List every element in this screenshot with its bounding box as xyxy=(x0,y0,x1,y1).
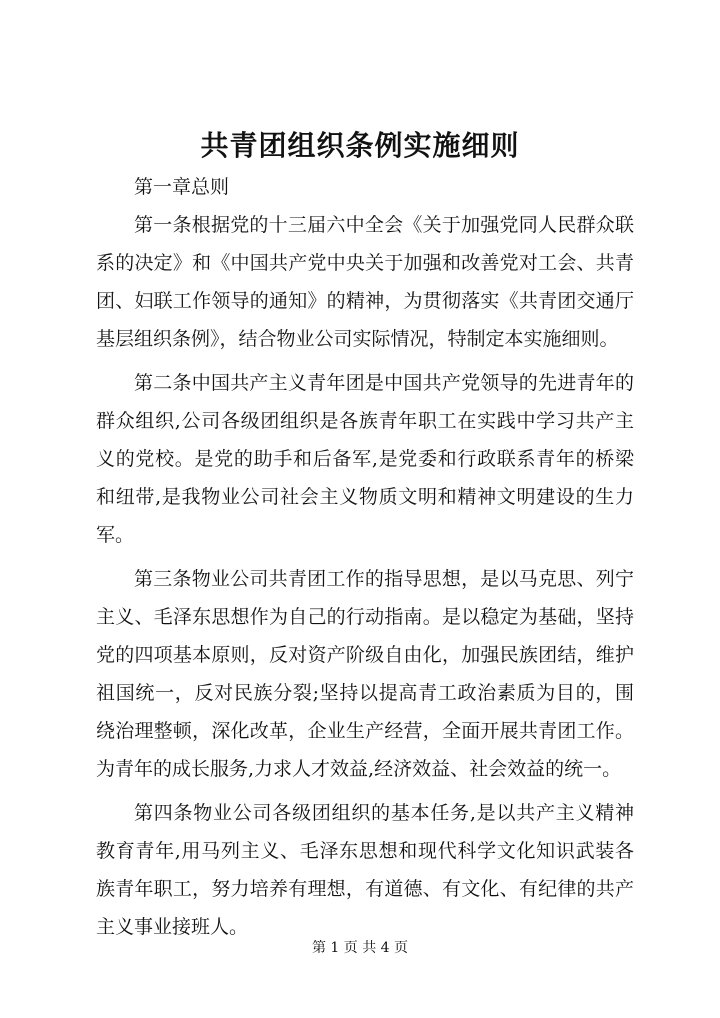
article-1-paragraph: 第一条根据党的十三届六中全会《关于加强党同人民群众联系的决定》和《中国共产党中央关于加强和改善党对工会、共青团、妇联工作领导的通知》的精神，为贯彻落实《共青团交通厅基层组织条例》，结合物业公司实际情况，特制定本实施细则。 xyxy=(96,214,634,350)
document-body xyxy=(96,168,634,952)
page-number-footer: 第 1 页 共 4 页 xyxy=(311,940,409,956)
article-2-paragraph: 第二条中国共产主义青年团是中国共产党领导的先进青年的群众组织,公司各级团组织是各族青年职工在实践中学习共产主义的党校。是党的助手和后备军,是党委和行政联系青年的桥梁和纽带,是我物业公司社会主义物质文明和精神文明建设的生力军。 xyxy=(96,372,634,546)
chapter-heading: 第一章总则 xyxy=(134,176,230,198)
article-3-paragraph: 第三条物业公司共青团工作的指导思想，是以马克思、列宁主义、毛泽东思想作为自己的行动指南。是以稳定为基础，坚持党的四项基本原则，反对资产阶级自由化，加强民族团结，维护祖国统一，反对民族分裂;坚持以提高青工政治素质为目的，围绕治理整顿，深化改革，企业生产经营，全面开展共青团工作。为青年的成长服务,力求人才效益,经济效益、社会效益的统一。 xyxy=(96,568,634,780)
document-title: 共青团组织条例实施细则 xyxy=(200,129,520,162)
article-4-paragraph: 第四条物业公司各级团组织的基本任务,是以共产主义精神教育青年,用马列主义、毛泽东思想和现代科学文化知识武装各族青年职工，努力培养有理想，有道德、有文化、有纪律的共产主义事业接班人。 xyxy=(96,802,634,938)
